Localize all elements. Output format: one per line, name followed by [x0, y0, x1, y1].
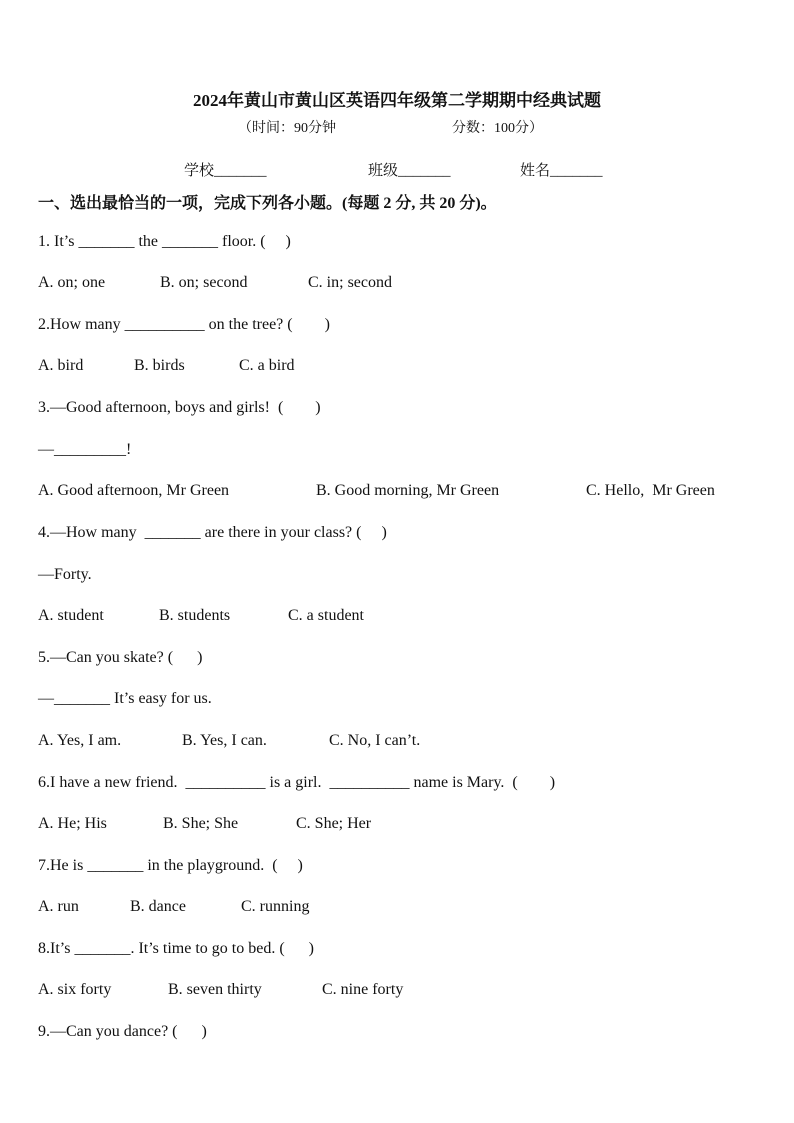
section-heading: 一、选出最恰当的一项，完成下列各小题。(每题 2 分, 共 20 分)。 — [38, 195, 497, 212]
q1-option-c[interactable]: C. in; second — [308, 274, 392, 291]
question-9: 9.—Can you dance? ( ) — [38, 1023, 207, 1040]
page-title: 2024年黄山市黄山区英语四年级第二学期期中经典试题 — [193, 91, 601, 110]
q5-option-b[interactable]: B. Yes, I can. — [182, 732, 267, 749]
q5-option-a[interactable]: A. Yes, I am. — [38, 732, 122, 749]
q4-option-a[interactable]: A. student — [38, 607, 104, 624]
q4-option-c[interactable]: C. a student — [288, 607, 364, 624]
question-2: 2.How many __________ on the tree? ( ) — [38, 316, 330, 333]
exam-time: （时间：90分钟 — [238, 121, 336, 136]
name-field[interactable]: 姓名_______ — [520, 163, 603, 179]
q4-option-b[interactable]: B. students — [159, 607, 231, 624]
question-4-reply: —Forty. — [38, 566, 92, 583]
q8-option-c[interactable]: C. nine forty — [322, 981, 404, 998]
q1-option-a[interactable]: A. on; one — [38, 274, 106, 291]
q8-option-b[interactable]: B. seven thirty — [168, 981, 262, 998]
q2-option-a[interactable]: A. bird — [38, 357, 84, 374]
question-3: 3.—Good afternoon, boys and girls! ( ) — [38, 399, 321, 416]
question-8: 8.It’s _______. It’s time to go to bed. ( ) — [38, 940, 314, 957]
exam-score: 分数：100分） — [452, 121, 543, 136]
question-7: 7.He is _______ in the playground. ( ) — [38, 857, 303, 874]
question-6: 6.I have a new friend. __________ is a girl. __________ name is Mary. ( ) — [38, 774, 556, 791]
q3-option-c[interactable]: C. Hello, Mr Green — [586, 482, 715, 499]
q6-option-a[interactable]: A. He; His — [38, 815, 107, 832]
q7-option-a[interactable]: A. run — [38, 898, 79, 915]
q3-option-b[interactable]: B. Good morning, Mr Green — [316, 482, 500, 499]
question-4: 4.—How many _______ are there in your class? ( ) — [38, 524, 387, 541]
q1-option-b[interactable]: B. on; second — [160, 274, 248, 291]
q7-option-c[interactable]: C. running — [241, 898, 310, 915]
q7-option-b[interactable]: B. dance — [130, 898, 186, 915]
question-1: 1. It’s _______ the _______ floor. ( ) — [38, 233, 291, 250]
question-3-reply: —_________! — [38, 441, 132, 458]
q6-option-b[interactable]: B. She; She — [163, 815, 239, 832]
q2-option-b[interactable]: B. birds — [134, 357, 185, 374]
question-5-reply: —_______ It’s easy for us. — [38, 690, 212, 707]
question-5: 5.—Can you skate? ( ) — [38, 649, 203, 666]
q2-option-c[interactable]: C. a bird — [239, 357, 295, 374]
school-field[interactable]: 学校_______ — [184, 163, 267, 179]
q8-option-a[interactable]: A. six forty — [38, 981, 112, 998]
q6-option-c[interactable]: C. She; Her — [296, 815, 372, 832]
q5-option-c[interactable]: C. No, I can’t. — [329, 732, 421, 749]
q3-option-a[interactable]: A. Good afternoon, Mr Green — [38, 482, 230, 499]
class-field[interactable]: 班级_______ — [368, 163, 451, 179]
